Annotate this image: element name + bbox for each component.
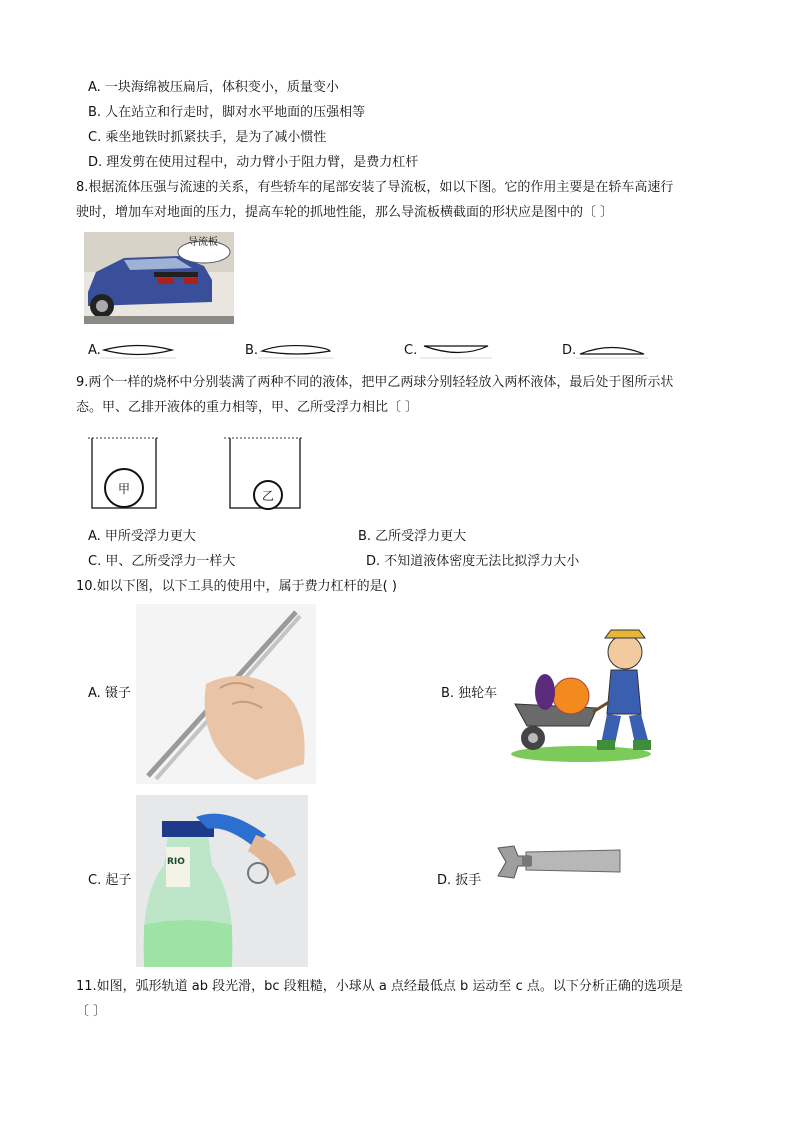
q8-stem-line1: 8.根据流体压强与流速的关系，有些轿车的尾部安装了导流板，如以下图。它的作用主要是在轿车高速行 — [76, 180, 674, 195]
q9-option-d: D. 不知道液体密度无法比拟浮力大小 — [366, 554, 580, 569]
q8-option-d-label: D. — [562, 343, 577, 358]
airfoil-shape-d — [576, 341, 648, 359]
q8-option-a-label: A. — [88, 343, 101, 358]
q8-stem-line2: 驶时，增加车对地面的压力，提高车轮的抓地性能，那么导流板横截面的形状应是图中的〔 〕 — [76, 205, 614, 220]
airfoil-shape-c — [420, 341, 492, 359]
q10-option-d: D. 扳手 — [437, 873, 482, 888]
q11-stem-line2: 〔 〕 — [76, 1004, 107, 1019]
ball-a-label: 甲 — [118, 482, 131, 496]
tweezers-photo — [136, 604, 316, 784]
q10-option-a: A. 镊子 — [88, 686, 131, 701]
q9-option-c: C. 甲、乙所受浮力一样大 — [88, 554, 236, 569]
q10-option-b: B. 独轮车 — [441, 686, 498, 701]
car-spoiler-figure — [84, 232, 234, 324]
wheelbarrow-cartoon — [505, 622, 657, 762]
bottle-brand-label: RIO — [167, 857, 185, 867]
q11-stem-line1: 11.如图，弧形轨道 ab 段光滑，bc 段粗糙，小球从 a 点经最低点 b 运动至 c 点。以下分析正确的选项是 — [76, 979, 683, 994]
q9-option-a: A. 甲所受浮力更大 — [88, 529, 196, 544]
airfoil-shape-a — [100, 341, 176, 359]
ball-b-label: 乙 — [262, 489, 275, 503]
q7-option-d: D. 理发剪在使用过程中，动力臂小于阻力臂，是费力杠杆 — [88, 155, 419, 170]
q7-option-a: A. 一块海绵被压扁后，体积变小，质量变小 — [88, 80, 339, 95]
q9-option-b: B. 乙所受浮力更大 — [358, 529, 467, 544]
q8-option-b-label: B. — [245, 343, 259, 358]
airfoil-shape-b — [258, 341, 334, 359]
wrench-photo — [496, 844, 624, 880]
spoiler-callout-label: 导流板 — [188, 237, 218, 248]
q7-option-c: C. 乘坐地铁时抓紧扶手，是为了减小惯性 — [88, 130, 327, 145]
q10-option-c: C. 起子 — [88, 873, 132, 888]
q10-stem: 10.如以下图，以下工具的使用中，属于费力杠杆的是( ) — [76, 579, 397, 594]
q8-option-c-label: C. — [404, 343, 418, 358]
q7-option-b: B. 人在站立和行走时，脚对水平地面的压强相等 — [88, 105, 366, 120]
beaker-a — [84, 432, 164, 512]
q9-stem-line2: 态。甲、乙排开液体的重力相等，甲、乙所受浮力相比〔 〕 — [76, 400, 419, 415]
bottle-opener-photo — [136, 795, 308, 967]
q9-stem-line1: 9.两个一样的烧杯中分别装满了两种不同的液体，把甲乙两球分别轻轻放入两杯液体，最后处于图所示状 — [76, 375, 674, 390]
